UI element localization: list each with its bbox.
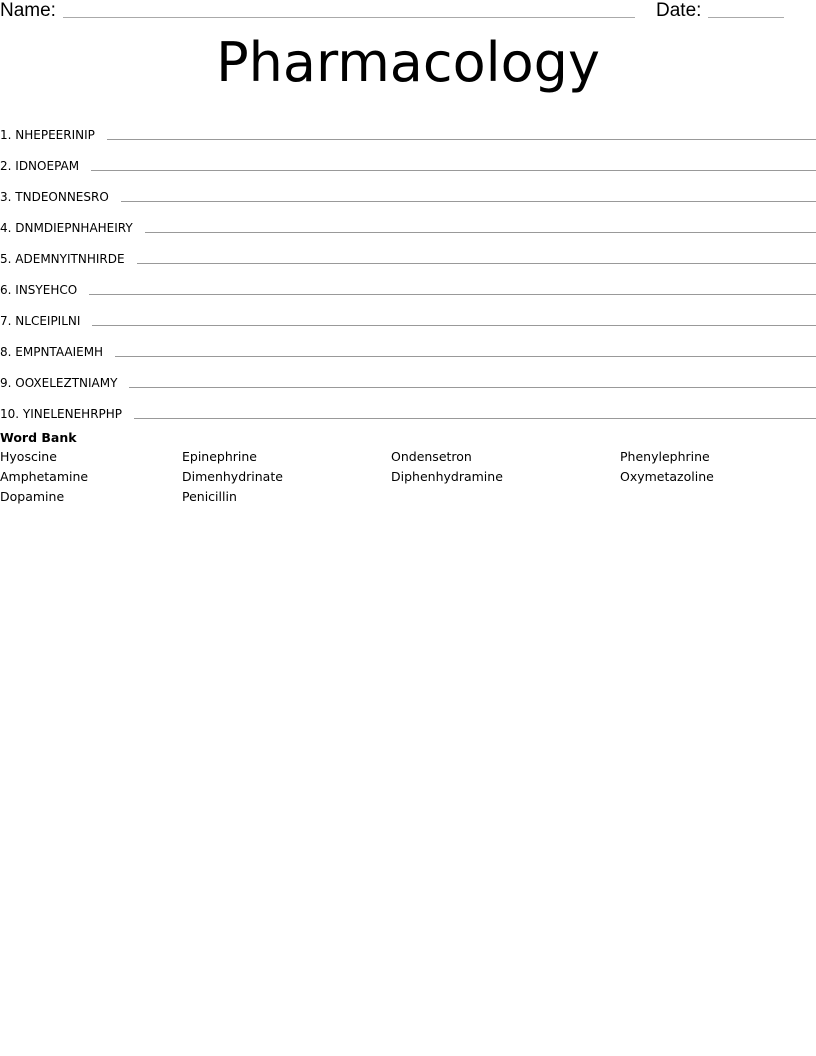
question-number: 8. [0, 345, 12, 359]
question-number: 3. [0, 190, 12, 204]
word-bank-item: Epinephrine [182, 449, 257, 464]
question-row [0, 236, 816, 267]
answer-line[interactable] [115, 356, 816, 357]
word-bank-item: Dopamine [0, 489, 65, 504]
question-label [0, 158, 91, 174]
word-bank [0, 429, 816, 508]
question-label [0, 375, 129, 391]
question-number: 6. [0, 283, 12, 297]
word-bank-item: Hyoscine [0, 449, 57, 464]
question-row [0, 112, 816, 143]
question-label [0, 189, 121, 205]
question-number: 10. [0, 407, 20, 421]
answer-line[interactable] [137, 263, 816, 264]
question-row [0, 267, 816, 298]
answer-line[interactable] [145, 232, 816, 233]
question-number: 5. [0, 252, 12, 266]
page-title: Pharmacology [216, 31, 600, 94]
question-row [0, 391, 816, 422]
word-bank-item: Phenylephrine [620, 449, 710, 464]
question-number: 2. [0, 159, 12, 173]
question-number: 7. [0, 314, 12, 328]
question-number: 1. [0, 128, 12, 142]
scrambled-word: DNMDIEPNHAHEIRY [15, 221, 133, 235]
question-number: 4. [0, 221, 12, 235]
question-label [0, 344, 115, 360]
word-bank-item: Penicillin [182, 489, 237, 504]
scrambled-word: INSYEHCO [15, 283, 78, 297]
word-bank-item: Dimenhydrinate [182, 469, 283, 484]
question-list [0, 112, 816, 422]
question-row [0, 205, 816, 236]
question-row [0, 360, 816, 391]
scrambled-word: EMPNTAAIEMH [15, 345, 104, 359]
scrambled-word: TNDEONNESRO [15, 190, 109, 204]
word-bank-item: Oxymetazoline [620, 469, 714, 484]
answer-line[interactable] [89, 294, 816, 295]
answer-line[interactable] [134, 418, 816, 419]
name-field[interactable] [63, 17, 635, 18]
scrambled-word: OOXELEZTNIAMY [15, 376, 118, 390]
date-label: Date: [656, 0, 702, 21]
answer-line[interactable] [121, 201, 816, 202]
answer-line[interactable] [107, 139, 816, 140]
scrambled-word: NHEPEERINIP [15, 128, 95, 142]
header [0, 0, 816, 24]
answer-line[interactable] [91, 170, 816, 171]
question-row [0, 174, 816, 205]
answer-line[interactable] [129, 387, 816, 388]
answer-line[interactable] [92, 325, 816, 326]
scrambled-word: ADEMNYITNHIRDE [15, 252, 125, 266]
word-bank-item: Ondensetron [391, 449, 472, 464]
scrambled-word: IDNOEPAM [15, 159, 80, 173]
date-field[interactable] [708, 17, 784, 18]
word-bank-grid [0, 448, 816, 508]
question-row [0, 329, 816, 360]
word-bank-item: Diphenhydramine [391, 469, 503, 484]
word-bank-item: Amphetamine [0, 469, 89, 484]
scrambled-word: NLCEIPILNI [15, 314, 81, 328]
word-bank-title: Word Bank [0, 430, 77, 445]
question-label [0, 251, 137, 267]
question-row [0, 298, 816, 329]
question-label [0, 127, 107, 143]
question-label [0, 220, 145, 236]
question-row [0, 143, 816, 174]
question-label [0, 406, 134, 422]
question-label [0, 282, 89, 298]
question-number: 9. [0, 376, 12, 390]
scrambled-word: YINELENEHRPHP [22, 407, 123, 421]
name-label: Name: [0, 0, 56, 21]
question-label [0, 313, 92, 329]
